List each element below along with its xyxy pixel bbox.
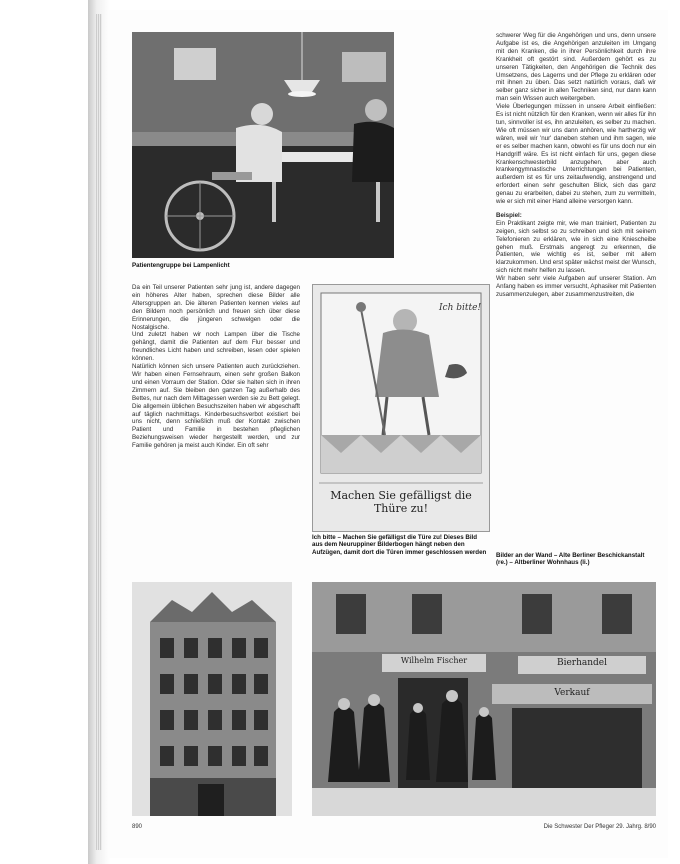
berlin-house-illustration (132, 582, 292, 816)
right-paragraph-1: schwerer Weg für die Angehörigen und uns, denn unsere Aufgabe ist es, die Angehörigen anzuleiten im Umgang mit den Kranken, die in ihrer Persönlichkeit durch ihre Krankheit oft gestört sind. Außerdem gehört es zu unseren Tätigkeiten, den Angehörigen die Technik des Umsetzens, des Lagerns und der Pflege zu erklären oder mit ihnen zu üben. Das setzt natürlich voraus, daß wir selber ganz sicher in allen Techniken sind, nur dann kann man sein Wissen auch weitergeben. (496, 32, 656, 103)
journal-footer: Die Schwester Der Pfleger 29. Jahrg. 8/90 (543, 824, 656, 830)
right-subheading: Beispiel: (496, 211, 522, 219)
left-paragraph-2: Und zuletzt haben wir noch Lampen über die Tische gehängt, damit die Patienten auf dem Flur besser und freundliches Licht haben und schreiben, lesen oder spielen können. (132, 331, 300, 363)
patient-group-illustration (132, 32, 394, 258)
left-paragraph-1: Da ein Teil unserer Patienten sehr jung ist, andere dagegen ein höheres Alter haben, sprechen diese Bilder alle Altersgruppen an. Die älteren Patienten kennen vieles auf den Bildern noch persönlich und freuen sich über diese Erinnerungen, die jüngeren schwelgen oder die Nostalgische. (132, 284, 300, 331)
left-paragraph-3: Natürlich können sich unsere Patienten auch zurückziehen. Wir haben einen Fernsehraum, einen sehr großen Balkon und einen Vorraum der Station. Oder sie halten sich in ihren Zimmern auf. Sie bleiben den ganzen Tag außerhalb des Bettes, nur nach dem Mittagessen werden sie zu Bett gelegt. Die allgemein üblichen Besuchszeiten haben wir abgeschafft auf täglich nachmittags. Kinderbesuchsverbot existiert bei uns nicht, denn schließlich muß der Kontakt zwischen Patient und Familie in bestehen pfleglichen Beziehungsweisen wieder hergestellt werden, und zur Familie gehören ja meist auch Kinder. Ein oft sehr (132, 363, 300, 450)
poster-photo (312, 284, 490, 532)
top-photo-caption: Patientengruppe bei Lampenlicht (132, 262, 230, 269)
left-text-column (132, 284, 300, 580)
shop-sign-lower: Verkauf (554, 688, 590, 698)
poster-caption: Ich bitte – Machen Sie gefälligst die Türe zu! Dieses Bild aus dem Neuruppiner Bilderbogen hängt neben den Aufzügen, damit dort die Türen immer geschlossen werden (312, 534, 487, 556)
poster-top-text: Ich bitte! (439, 303, 482, 313)
page-number: 890 (132, 824, 143, 830)
magazine-page (108, 10, 668, 858)
bottom-right-caption: Bilder an der Wand – Alte Berliner Beschickanstalt (re.) – Altberliner Wohnhaus (li.) (496, 552, 645, 567)
right-text-column (496, 32, 656, 530)
right-paragraph-4: Wir haben sehr viele Aufgaben auf unserer Station. Am Anfang haben es immer versucht, Aphasiker mit Patienten zusammenzulegen, aber zusammenzustreiten, die (496, 275, 656, 298)
berlin-house-photo (132, 582, 292, 816)
right-paragraph-3: Ein Praktikant zeigte mir, wie man trainiert, Patienten zu zeigen, sich selbst so zu schreiben und sich mit seinem Telefonieren zu erklären, wie in sich eine Kniescheibe gehen muß. Erstmals angeregt zu erkennen, die Patienten, wie wichtig es ist, selber mit allem klarzukommen. Und erst später wächst meist der Wunsch, sich nicht mehr helfen zu lassen. (496, 219, 656, 275)
poster-bottom-text: Machen Sie gefälligst die Thüre zu! (330, 489, 472, 515)
shop-sign-left: Wilhelm Fischer (400, 656, 468, 665)
page-edges (96, 14, 102, 850)
shop-front-illustration (312, 582, 656, 816)
right-paragraph-2: Viele Überlegungen müssen in unsere Arbeit einfließen: Es ist nicht nützlich für den Kranken, wenn wir alles für ihn tun, sinnvoller ist es, ihn anzuleiten, es selber zu machen. Wie oft müssen wir uns dann anhören, wie hartherzig wir wären, weil wir 'nur' daneben stehen und ihm sagen, wie er es selber machen kann, obwohl es für uns doch nur ein Handgriff wäre. Es ist nicht einfach für uns, gegen diese Krankenschwesterbild anzugehen, aber auch krankengymnastische Unterrichtungen bei Patienten, außerdem ist es für uns zeitaufwendig, anstrengend und erfordert einen sehr geschulten Blick, sich das ganz genau zu erarbeiten, dabei zu stehen, zum zu vermitteln, wie er sich mit einer Hand alleine versorgen kann. (496, 103, 656, 206)
shop-sign-right: Bierhandel (556, 658, 608, 668)
patient-group-photo (132, 32, 394, 258)
shop-front-photo (312, 582, 656, 816)
